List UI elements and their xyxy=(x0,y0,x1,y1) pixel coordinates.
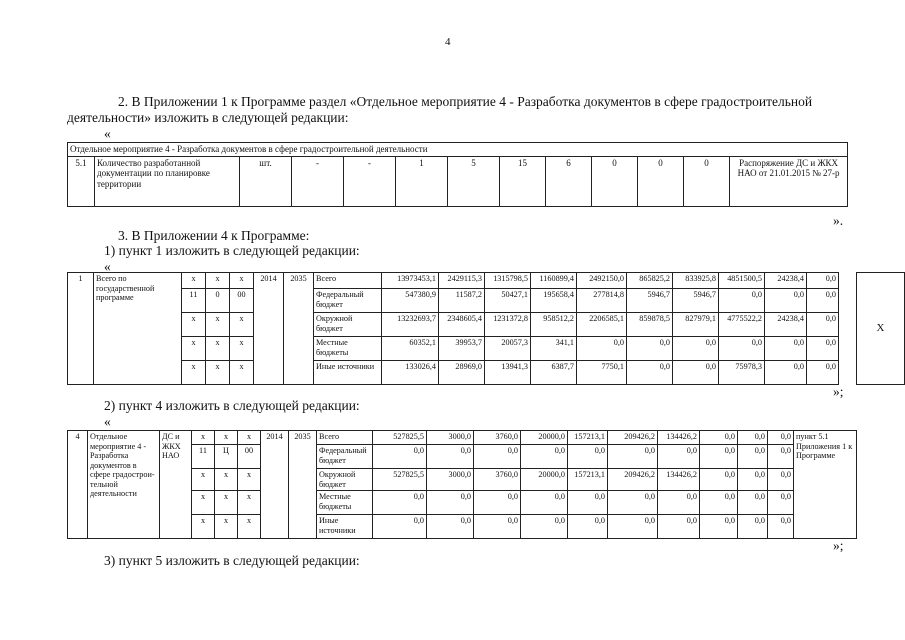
table-3-cell: 0,0 xyxy=(568,515,608,539)
table-2-cell: 0,0 xyxy=(807,313,839,337)
table-3-cell: 0,0 xyxy=(768,469,794,491)
table-2-cell: 0,0 xyxy=(807,289,839,313)
table-1-num: 5.1 xyxy=(68,156,95,206)
table-2-cell: 0,0 xyxy=(673,337,719,361)
table-2-code: 0 xyxy=(206,289,230,313)
table-2-cell: 0,0 xyxy=(719,289,765,313)
table-3-row-label: Федеральный бюджет xyxy=(317,445,373,469)
open-quote-3: « xyxy=(104,414,111,429)
table-3-code: x xyxy=(192,431,215,445)
table-2-cell: 24238,4 xyxy=(765,313,807,337)
table-3-cell: 134426,2 xyxy=(658,469,700,491)
table-3-code: Ц xyxy=(215,445,238,469)
table-3-cell: 209426,2 xyxy=(608,431,658,445)
table-3-row-label: Окружной бюджет xyxy=(317,469,373,491)
table-3-cell: 0,0 xyxy=(521,491,568,515)
table-3-cell: 157213,1 xyxy=(568,431,608,445)
table-2-cell: 6387,7 xyxy=(531,361,577,385)
table-3-cell: 0,0 xyxy=(768,431,794,445)
table-3-cell: 0,0 xyxy=(373,491,427,515)
table-3-row-label: Местные бюджеты xyxy=(317,491,373,515)
table-2-cell: 0,0 xyxy=(765,337,807,361)
table-2-cell: 13232693,7 xyxy=(382,313,439,337)
table-2-cell: 0,0 xyxy=(577,337,627,361)
open-quote-2: « xyxy=(104,259,111,274)
table-2-cell: 2348605,4 xyxy=(439,313,485,337)
table-2-cell: 0,0 xyxy=(807,273,839,289)
table-2-row-label: Иные источники xyxy=(314,361,382,385)
table-2-cell: 0,0 xyxy=(627,337,673,361)
table-2-row-label: Федеральный бюджет xyxy=(314,289,382,313)
table-3-cell: 20000,0 xyxy=(521,431,568,445)
table-2-cell: 0,0 xyxy=(765,289,807,313)
table-1-value: 6 xyxy=(546,156,592,206)
table-3-cell: 209426,2 xyxy=(608,469,658,491)
table-2-code: x xyxy=(182,361,206,385)
table-3-cell: 0,0 xyxy=(427,515,474,539)
table-1-value: 1 xyxy=(396,156,448,206)
table-3-cell: 3000,0 xyxy=(427,469,474,491)
table-2-cell: 75978,3 xyxy=(719,361,765,385)
table-2-num: 1 xyxy=(68,273,94,385)
table-3-cell: 0,0 xyxy=(568,491,608,515)
table-1-name: Количество разработанной документации по планировке территории xyxy=(95,156,240,206)
table-3-cell: 0,0 xyxy=(427,445,474,469)
paragraph-2-line-1: 2. В Приложении 1 к Программе раздел «Отдельное мероприятие 4 - Разработка документов в сфере градостроительной xyxy=(118,94,813,109)
table-3-cell: 0,0 xyxy=(768,445,794,469)
table-2-cell: 2429115,3 xyxy=(439,273,485,289)
close-quote-3: »; xyxy=(833,538,844,553)
table-1-value: 0 xyxy=(638,156,684,206)
table-2-cell: 2492150,0 xyxy=(577,273,627,289)
table-3-end: 2035 xyxy=(289,431,317,539)
table-2-cell: 0,0 xyxy=(807,337,839,361)
table-3-cell: 0,0 xyxy=(768,491,794,515)
table-1-note: Распоряжение ДС и ЖКХ НАО от 21.01.2015 № 27-р xyxy=(730,156,848,206)
table-2-cell: 547380,9 xyxy=(382,289,439,313)
table-2-note: Х xyxy=(857,273,905,385)
table-2-cell: 827979,1 xyxy=(673,313,719,337)
table-2-cell: 859878,5 xyxy=(627,313,673,337)
table-2-code: x xyxy=(182,313,206,337)
table-3-row-label: Всего xyxy=(317,431,373,445)
table-3-cell: 0,0 xyxy=(521,445,568,469)
paragraph-3-2: 2) пункт 4 изложить в следующей редакции: xyxy=(104,398,360,413)
table-3-cell: 157213,1 xyxy=(568,469,608,491)
table-3-cell: 0,0 xyxy=(427,491,474,515)
table-2-cell: 24238,4 xyxy=(765,273,807,289)
table-3-code: x xyxy=(215,431,238,445)
table-1-value: 5 xyxy=(448,156,500,206)
close-quote-2: »; xyxy=(833,384,844,399)
table-1 xyxy=(67,142,848,207)
table-1-value: - xyxy=(292,156,344,206)
table-1-value: - xyxy=(344,156,396,206)
table-2-end: 2035 xyxy=(284,273,314,385)
table-3-cell: 0,0 xyxy=(373,515,427,539)
table-2-cell: 5946,7 xyxy=(673,289,719,313)
table-2-cell: 0,0 xyxy=(719,337,765,361)
page-number: 4 xyxy=(445,36,451,48)
table-2-cell: 7750,1 xyxy=(577,361,627,385)
table-3-cell: 0,0 xyxy=(700,431,738,445)
table-3-note: пункт 5.1 Приложения 1 к Программе xyxy=(794,431,857,539)
table-2-cell: 0,0 xyxy=(627,361,673,385)
table-3-cell: 0,0 xyxy=(700,515,738,539)
table-2-cell: 958512,2 xyxy=(531,313,577,337)
table-2-name: Всего по государственной программе xyxy=(94,273,182,385)
table-3-cell: 0,0 xyxy=(768,515,794,539)
table-3-cell: 0,0 xyxy=(521,515,568,539)
table-3-cell: 0,0 xyxy=(608,491,658,515)
table-3-cell: 527825,5 xyxy=(373,469,427,491)
table-3-name: Отдельное мероприятие 4 - Разработка документов в сфере градострои-тельной деятельности xyxy=(88,431,160,539)
table-2-cell: 4851500,5 xyxy=(719,273,765,289)
table-2-code: x xyxy=(206,337,230,361)
table-3-cell: 0,0 xyxy=(608,445,658,469)
table-2-code: x xyxy=(182,273,206,289)
table-2-start: 2014 xyxy=(254,273,284,385)
table-2-cell: 5946,7 xyxy=(627,289,673,313)
table-2-cell: 277814,8 xyxy=(577,289,627,313)
table-2-cell: 20057,3 xyxy=(485,337,531,361)
table-3-code: 11 xyxy=(192,445,215,469)
table-3-cell: 0,0 xyxy=(738,469,768,491)
table-2-cell: 13973453,1 xyxy=(382,273,439,289)
table-2-code: x xyxy=(230,313,254,337)
table-3-code: x xyxy=(192,469,215,491)
table-2-code: x xyxy=(230,337,254,361)
table-3-cell: 0,0 xyxy=(373,445,427,469)
table-3-cell: 0,0 xyxy=(738,431,768,445)
open-quote-1: « xyxy=(104,126,111,141)
table-2-row-label: Местные бюджеты xyxy=(314,337,382,361)
table-2-cell: 11587,2 xyxy=(439,289,485,313)
table-3-cell: 3000,0 xyxy=(427,431,474,445)
table-3-code: x xyxy=(215,491,238,515)
table-2-cell: 0,0 xyxy=(807,361,839,385)
table-2-cell: 1160899,4 xyxy=(531,273,577,289)
table-1-value: 0 xyxy=(592,156,638,206)
table-3-row-label: Иные источники xyxy=(317,515,373,539)
paragraph-3: 3. В Приложении 4 к Программе: xyxy=(118,228,310,243)
table-3-cell: 527825,5 xyxy=(373,431,427,445)
table-2-cell: 28969,0 xyxy=(439,361,485,385)
table-3-code: x xyxy=(238,431,261,445)
table-3-cell: 0,0 xyxy=(658,445,700,469)
table-2-cell: 2206585,1 xyxy=(577,313,627,337)
table-2-cell: 4775522,2 xyxy=(719,313,765,337)
table-2-row-label: Всего xyxy=(314,273,382,289)
table-2-code: x xyxy=(230,361,254,385)
table-2-cell: 865825,2 xyxy=(627,273,673,289)
table-3-cell: 0,0 xyxy=(700,469,738,491)
table-2-cell: 195658,4 xyxy=(531,289,577,313)
table-3-cell: 0,0 xyxy=(738,515,768,539)
table-3-code: x xyxy=(215,515,238,539)
table-1-value: 15 xyxy=(500,156,546,206)
table-2-cell: 13941,3 xyxy=(485,361,531,385)
table-3-cell: 0,0 xyxy=(658,515,700,539)
table-1-header: Отдельное мероприятие 4 - Разработка документов в сфере градостроительной деятельности xyxy=(68,143,848,157)
table-3-num: 4 xyxy=(68,431,88,539)
table-3 xyxy=(67,430,857,539)
table-1-unit: шт. xyxy=(240,156,292,206)
table-3-executor: ДС и ЖКХ НАО xyxy=(160,431,192,539)
table-2-row-label: Окружной бюджет xyxy=(314,313,382,337)
table-3-code: x xyxy=(238,491,261,515)
table-3-code: x xyxy=(192,491,215,515)
paragraph-3-1: 1) пункт 1 изложить в следующей редакции: xyxy=(104,243,360,258)
close-quote-1: ». xyxy=(833,213,844,228)
table-3-cell: 0,0 xyxy=(700,445,738,469)
table-2-code: 11 xyxy=(182,289,206,313)
table-3-code: x xyxy=(215,469,238,491)
table-2-cell: 833925,8 xyxy=(673,273,719,289)
table-3-cell: 0,0 xyxy=(474,515,521,539)
table-3-cell: 0,0 xyxy=(658,491,700,515)
table-2-code: 00 xyxy=(230,289,254,313)
table-3-start: 2014 xyxy=(261,431,289,539)
table-1-value: 0 xyxy=(684,156,730,206)
table-2-cell: 0,0 xyxy=(765,361,807,385)
table-3-cell: 0,0 xyxy=(568,445,608,469)
table-3-cell: 3760,0 xyxy=(474,469,521,491)
table-2-code: x xyxy=(206,313,230,337)
table-3-cell: 0,0 xyxy=(474,491,521,515)
table-2-cell: 50427,1 xyxy=(485,289,531,313)
table-2-code: x xyxy=(182,337,206,361)
table-3-code: x xyxy=(238,515,261,539)
table-3-cell: 0,0 xyxy=(474,445,521,469)
paragraph-2-line-2: деятельности» изложить в следующей редакции: xyxy=(67,110,349,125)
table-3-cell: 3760,0 xyxy=(474,431,521,445)
table-3-cell: 0,0 xyxy=(608,515,658,539)
table-3-cell: 0,0 xyxy=(738,445,768,469)
table-2-cell: 1315798,5 xyxy=(485,273,531,289)
table-3-code: x xyxy=(192,515,215,539)
table-2-cell: 39953,7 xyxy=(439,337,485,361)
table-3-cell: 134426,2 xyxy=(658,431,700,445)
table-2-cell: 0,0 xyxy=(673,361,719,385)
table-2-cell: 341,1 xyxy=(531,337,577,361)
table-2-cell: 1231372,8 xyxy=(485,313,531,337)
table-3-code: 00 xyxy=(238,445,261,469)
table-2-cell: 133026,4 xyxy=(382,361,439,385)
table-3-code: x xyxy=(238,469,261,491)
table-3-cell: 20000,0 xyxy=(521,469,568,491)
table-2-code: x xyxy=(206,361,230,385)
paragraph-3-3: 3) пункт 5 изложить в следующей редакции: xyxy=(104,553,360,568)
table-2 xyxy=(67,272,905,385)
table-2-cell: 60352,1 xyxy=(382,337,439,361)
table-2-code: x xyxy=(230,273,254,289)
table-3-cell: 0,0 xyxy=(700,491,738,515)
table-3-cell: 0,0 xyxy=(738,491,768,515)
table-2-code: x xyxy=(206,273,230,289)
